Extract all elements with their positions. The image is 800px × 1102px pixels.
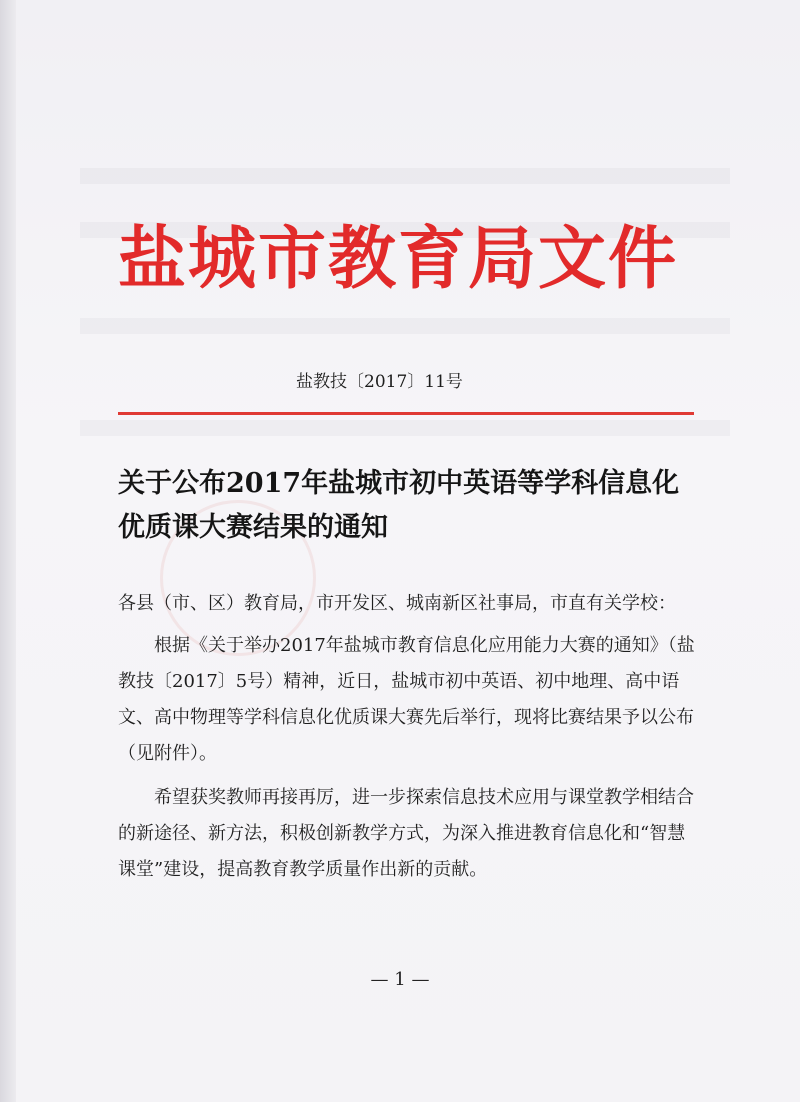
document-number: 盐教技〔2017〕11号 (296, 372, 463, 392)
bleed-through-text (80, 168, 730, 184)
bleed-through-text (80, 420, 730, 436)
paragraph-1: 根据《关于举办2017年盐城市教育信息化应用能力大赛的通知》（盐教技〔2017〕5号）精神，近日，盐城市初中英语、初中地理、高中语文、高中物理等学科信息化优质课大赛先后举行，现将比赛结果予以公布（见附件）。 (118, 635, 695, 764)
header-red-rule (118, 412, 694, 415)
salutation: 各县（市、区）教育局，市开发区、城南新区社事局，市直有关学校： (118, 593, 676, 614)
page-number: — 1 — (370, 969, 430, 990)
bleed-through-text (80, 318, 730, 334)
page-fold-shadow (0, 0, 16, 1102)
notice-title (118, 462, 718, 550)
paragraph-2: 希望获奖教师再接再厉，进一步探索信息技术应用与课堂教学相结合的新途径、新方法，积极创新教学方式，为深入推进教育信息化和“智慧课堂”建设，提高教育教学质量作出新的贡献。 (118, 787, 694, 880)
document-header-title: 盐城市教育局文件 (118, 220, 679, 299)
notice-title-line-1: 关于公布2017年盐城市初中英语等学科信息化 (118, 468, 680, 499)
notice-title-line-2: 优质课大赛结果的通知 (118, 512, 388, 543)
notice-body (118, 586, 700, 888)
